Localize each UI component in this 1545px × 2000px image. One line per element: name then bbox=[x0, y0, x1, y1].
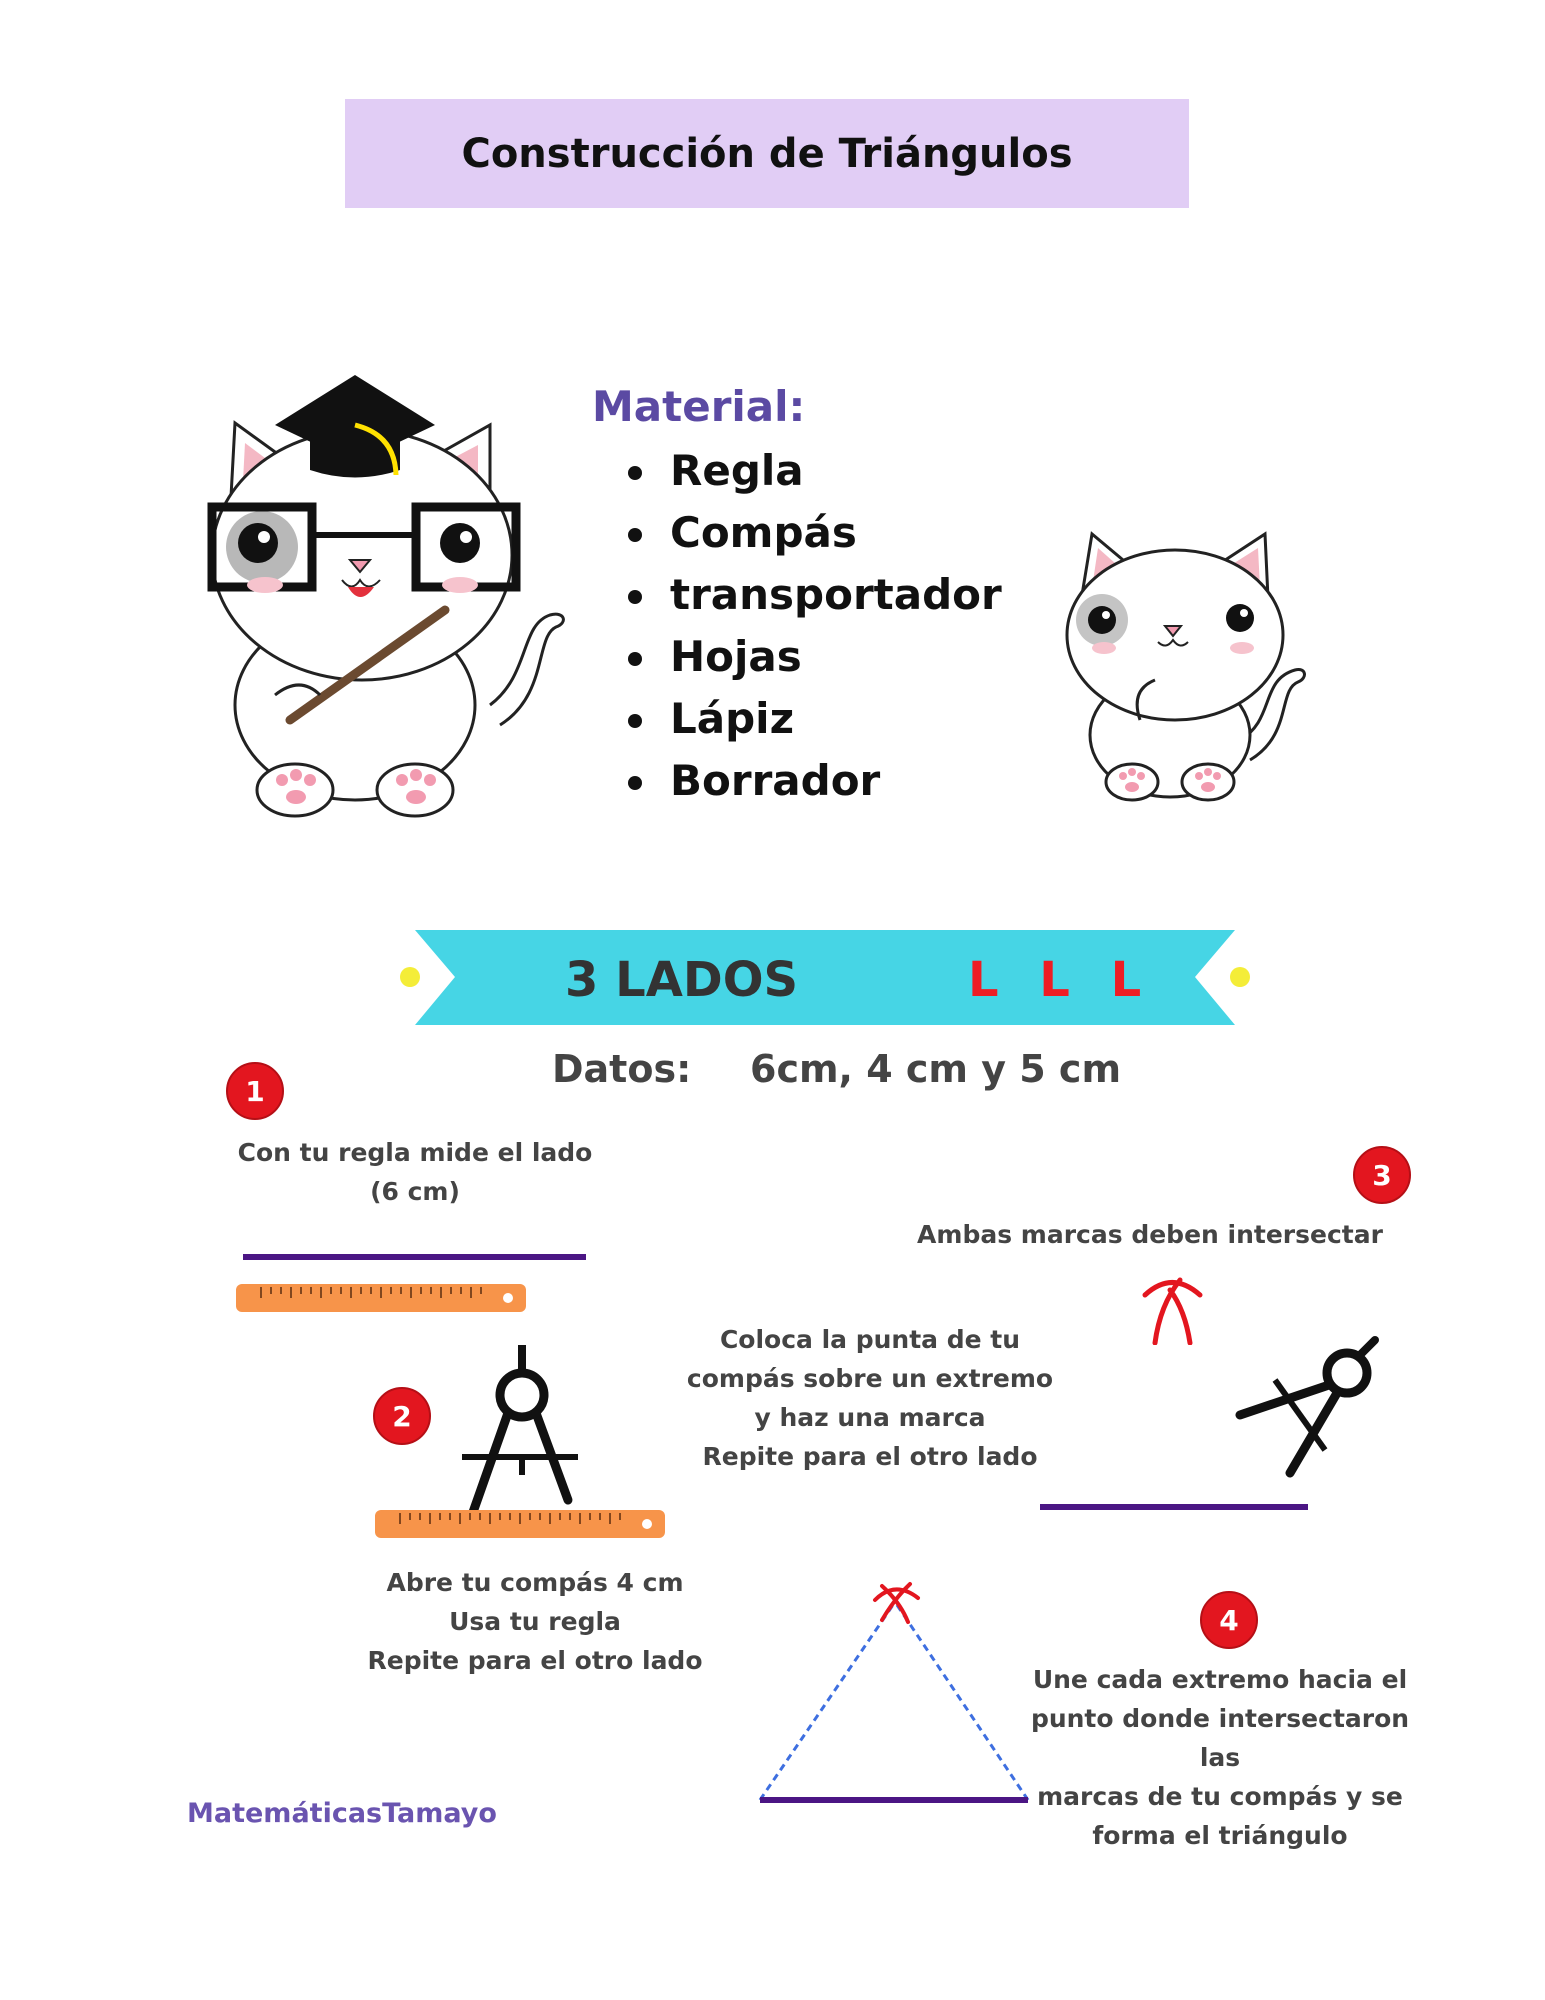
step-1-badge: 1 bbox=[226, 1062, 284, 1120]
material-item: transportador bbox=[628, 564, 1002, 626]
step-4-line: Une cada extremo hacia el bbox=[1032, 1665, 1408, 1694]
compass-icon bbox=[1235, 1335, 1405, 1480]
material-item: Borrador bbox=[628, 750, 1002, 812]
segment-line bbox=[1040, 1504, 1308, 1510]
instruction-line: y haz una marca bbox=[754, 1403, 986, 1432]
step-4-line: punto donde intersectaron las bbox=[1030, 1704, 1410, 1772]
instruction-line: Coloca la punta de tu bbox=[719, 1325, 1021, 1354]
step-4-line: marcas de tu compás y se bbox=[1037, 1782, 1403, 1811]
compass-instructions bbox=[680, 1320, 1060, 1476]
page-title: Construcción de Triángulos bbox=[461, 130, 1073, 177]
step-2-badge: 2 bbox=[373, 1387, 431, 1445]
step-4-badge: 4 bbox=[1200, 1591, 1258, 1649]
step-1-line: Con tu regla mide el lado bbox=[237, 1138, 593, 1167]
step-2-line: Repite para el otro lado bbox=[367, 1646, 703, 1675]
compass-icon bbox=[460, 1345, 585, 1520]
material-heading: Material: bbox=[592, 382, 806, 431]
material-item: Lápiz bbox=[628, 688, 1002, 750]
material-list bbox=[628, 440, 1002, 812]
step-4-line: forma el triángulo bbox=[1092, 1821, 1348, 1850]
instruction-line: Repite para el otro lado bbox=[702, 1442, 1038, 1471]
instruction-line: compás sobre un extremo bbox=[686, 1364, 1054, 1393]
step-3-badge: 3 bbox=[1353, 1146, 1411, 1204]
step-2-line: Usa tu regla bbox=[449, 1607, 621, 1636]
ruler-icon bbox=[375, 1510, 665, 1538]
step-3-line: Ambas marcas deben intersectar bbox=[917, 1220, 1383, 1249]
triangle-diagram bbox=[750, 1580, 1040, 1810]
step-1-text bbox=[225, 1133, 605, 1211]
material-item: Hojas bbox=[628, 626, 1002, 688]
datos-values: 6cm, 4 cm y 5 cm bbox=[750, 1047, 1122, 1091]
segment-line bbox=[243, 1254, 586, 1260]
banner-title: 3 LADOS bbox=[565, 952, 799, 1008]
kitten-illustration bbox=[1060, 530, 1310, 805]
material-item: Compás bbox=[628, 502, 1002, 564]
step-4-text bbox=[1010, 1660, 1430, 1855]
step-1-line: (6 cm) bbox=[370, 1177, 460, 1206]
ruler-icon bbox=[236, 1284, 526, 1312]
step-2-line: Abre tu compás 4 cm bbox=[386, 1568, 684, 1597]
material-item: Regla bbox=[628, 440, 1002, 502]
step-3-text bbox=[905, 1215, 1395, 1254]
title-banner bbox=[345, 99, 1189, 208]
datos-label: Datos: bbox=[552, 1047, 692, 1091]
step-2-text bbox=[360, 1563, 710, 1680]
intersection-mark-icon bbox=[1140, 1275, 1205, 1345]
graduate-cat-illustration bbox=[190, 375, 570, 820]
banner-code: L L L bbox=[968, 952, 1154, 1008]
author-credit: MatemáticasTamayo bbox=[187, 1798, 497, 1829]
